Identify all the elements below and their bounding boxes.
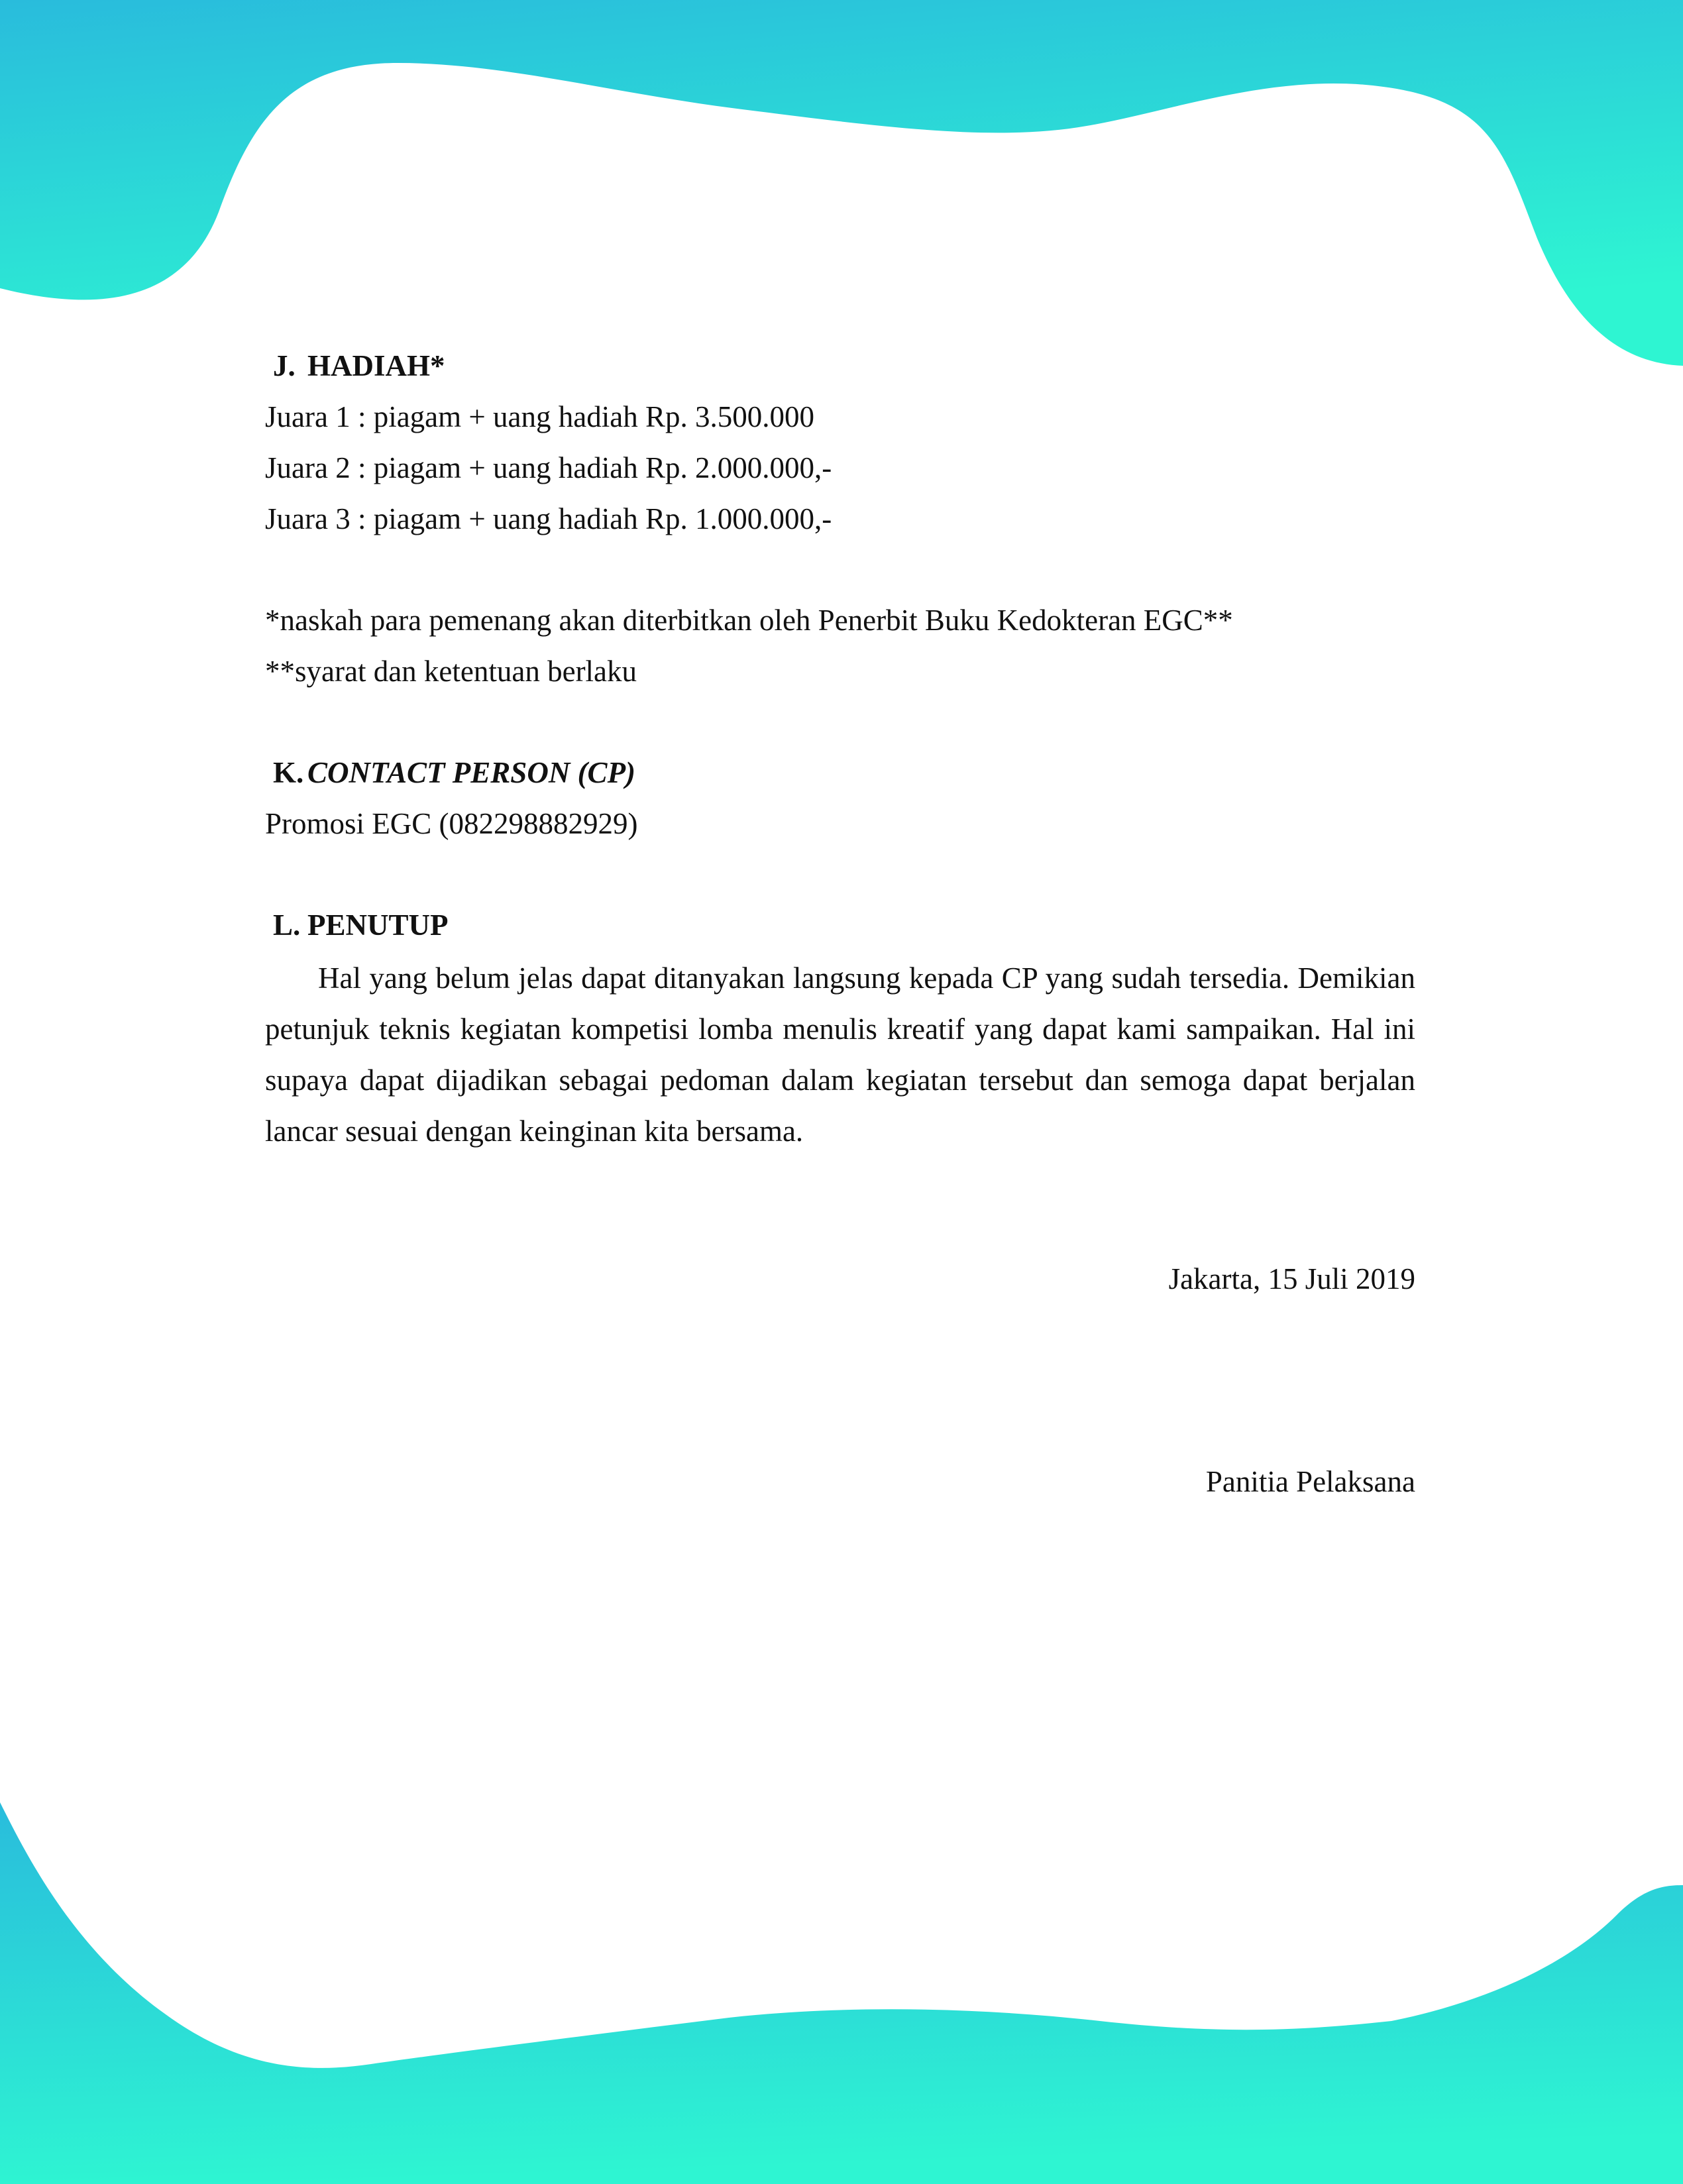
winner-note: *naskah para pemenang akan diterbitkan oleh Penerbit Buku Kedokteran EGC** — [265, 604, 1233, 637]
section-heading-penutup — [265, 910, 449, 940]
section-title: PENUTUP — [307, 908, 449, 942]
closing-paragraph: Hal yang belum jelas dapat ditanyakan langsung kepada CP yang sudah tersedia. Demikian petunjuk teknis kegiatan kompetisi lomba menulis kreatif yang dapat kami sampaikan. Hal ini supaya dapat dijadikan sebagai pedoman dalam kegiatan tersebut dan semoga dapat berjalan lancar sesuai dengan keinginan kita bersama. — [265, 961, 1415, 1148]
contact-text: Promosi EGC (082298882929) — [265, 807, 638, 840]
prize-line-3: Juara 3 : piagam + uang hadiah Rp. 1.000.000,- — [265, 502, 832, 535]
bottom-wave-decoration — [0, 1802, 1683, 2184]
signature-committee: Panitia Pelaksana — [1205, 1465, 1415, 1498]
terms-note: **syarat dan ketentuan berlaku — [265, 655, 637, 688]
place-date: Jakarta, 15 Juli 2019 — [1168, 1262, 1415, 1295]
section-letter: J. — [273, 349, 296, 382]
section-letter: K. — [273, 756, 304, 789]
section-title: HADIAH* — [307, 349, 445, 382]
prize-line-1: Juara 1 : piagam + uang hadiah Rp. 3.500.000 — [265, 400, 814, 433]
prize-line-2: Juara 2 : piagam + uang hadiah Rp. 2.000.000,- — [265, 451, 832, 484]
section-title: CONTACT PERSON (CP) — [307, 756, 636, 789]
section-heading-hadiah — [265, 351, 445, 381]
section-letter: L. — [273, 908, 301, 942]
top-wave-decoration — [0, 0, 1683, 371]
section-heading-contact — [265, 758, 635, 788]
